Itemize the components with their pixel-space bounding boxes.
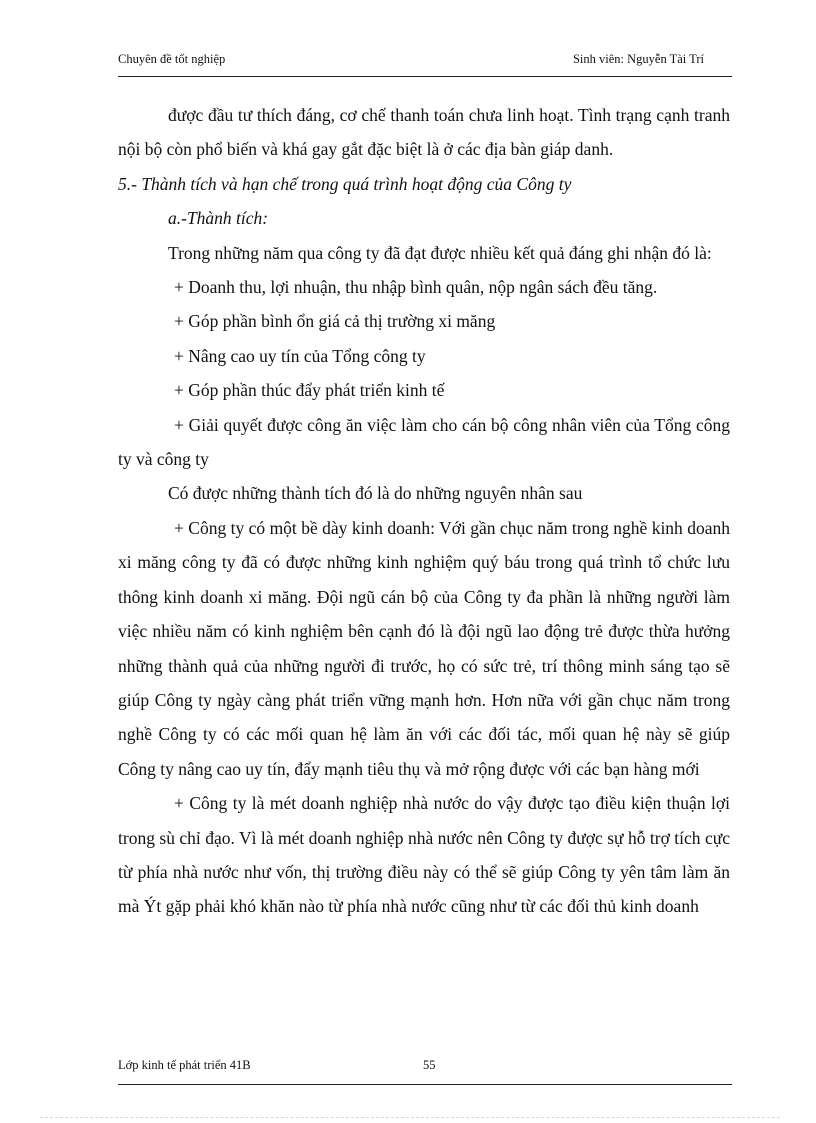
paragraph-causes-intro: Có được những thành tích đó là do những nguyên nhân sau [168, 483, 583, 504]
list-item: + Góp phần bình ổn giá cả thị trường xi măng [174, 311, 496, 332]
list-item: + Doanh thu, lợi nhuận, thu nhập bình quân, nộp ngân sách đều tăng. [174, 277, 658, 298]
paragraph-cause-state-enterprise: + Công ty là mét doanh nghiệp nhà nước do vậy được tạo điều kiện thuận lợi trong sù chỉ đạo. Vì là mét doanh nghiệp nhà nước nên Công ty được sự hỗ trợ tích cực từ phía nhà nước như vốn, thị trường điều này có thể sẽ giúp Công ty yên tâm làm ăn mà Ýt gặp phải khó khăn nào từ phía nhà nước cũng như từ các đối thủ kinh doanh [118, 793, 730, 917]
paragraph-cause-experience: + Công ty có một bề dày kinh doanh: Với gần chục năm trong nghề kinh doanh xi măng công ty đã có được những kinh nghiệm quý báu trong quá trình tổ chức lưu thông kinh doanh xi măng. Đội ngũ cán bộ của Công ty đa phần là những người làm việc nhiều năm có kinh nghiệm bên cạnh đó là đội ngũ lao động trẻ được thừa hưởng những thành quả của những người đi trước, họ có sức trẻ, trí thông minh sáng tạo sẽ giúp Công ty ngày càng phát triển vững mạnh hơn. Hơn nữa với gần chục năm trong nghề Công ty có các mối quan hệ làm ăn với các đối tác, mối quan hệ này sẽ giúp Công ty nâng cao uy tín, đẩy mạnh tiêu thụ và mở rộng được với các bạn hàng mới [118, 517, 730, 779]
list-item: + Giải quyết được công ăn việc làm cho cán bộ công nhân viên của Tổng công ty và công ty [118, 414, 730, 470]
list-item: + Nâng cao uy tín của Tổng công ty [174, 345, 426, 366]
header-divider [118, 76, 732, 77]
subsection-heading: a.-Thành tích: [168, 208, 269, 229]
section-heading: 5.- Thành tích và hạn chế trong quá trình hoạt động của Công ty [118, 173, 572, 194]
page-edge-divider [40, 1117, 780, 1118]
page-body [118, 98, 730, 924]
page-header [118, 52, 732, 70]
page-number: 55 [423, 1058, 436, 1072]
footer-divider [118, 1084, 732, 1085]
footer-class-name: Lớp kinh tế phát triển 41B [118, 1058, 251, 1072]
header-document-title: Chuyên đề tốt nghiệp [118, 52, 226, 66]
paragraph-achievements-intro: Trong những năm qua công ty đã đạt được nhiều kết quả đáng ghi nhận đó là: [168, 242, 712, 263]
paragraph-intro: được đầu tư thích đáng, cơ chế thanh toán chưa linh hoạt. Tình trạng cạnh tranh nội bộ còn phổ biến và khá gay gắt đặc biệt là ở các địa bàn giáp danh. [118, 105, 730, 160]
header-student-name: Sinh viên: Nguyễn Tài Trí [572, 52, 704, 66]
page-footer [118, 1058, 732, 1076]
list-item: + Góp phần thúc đẩy phát triển kinh tế [174, 380, 445, 401]
